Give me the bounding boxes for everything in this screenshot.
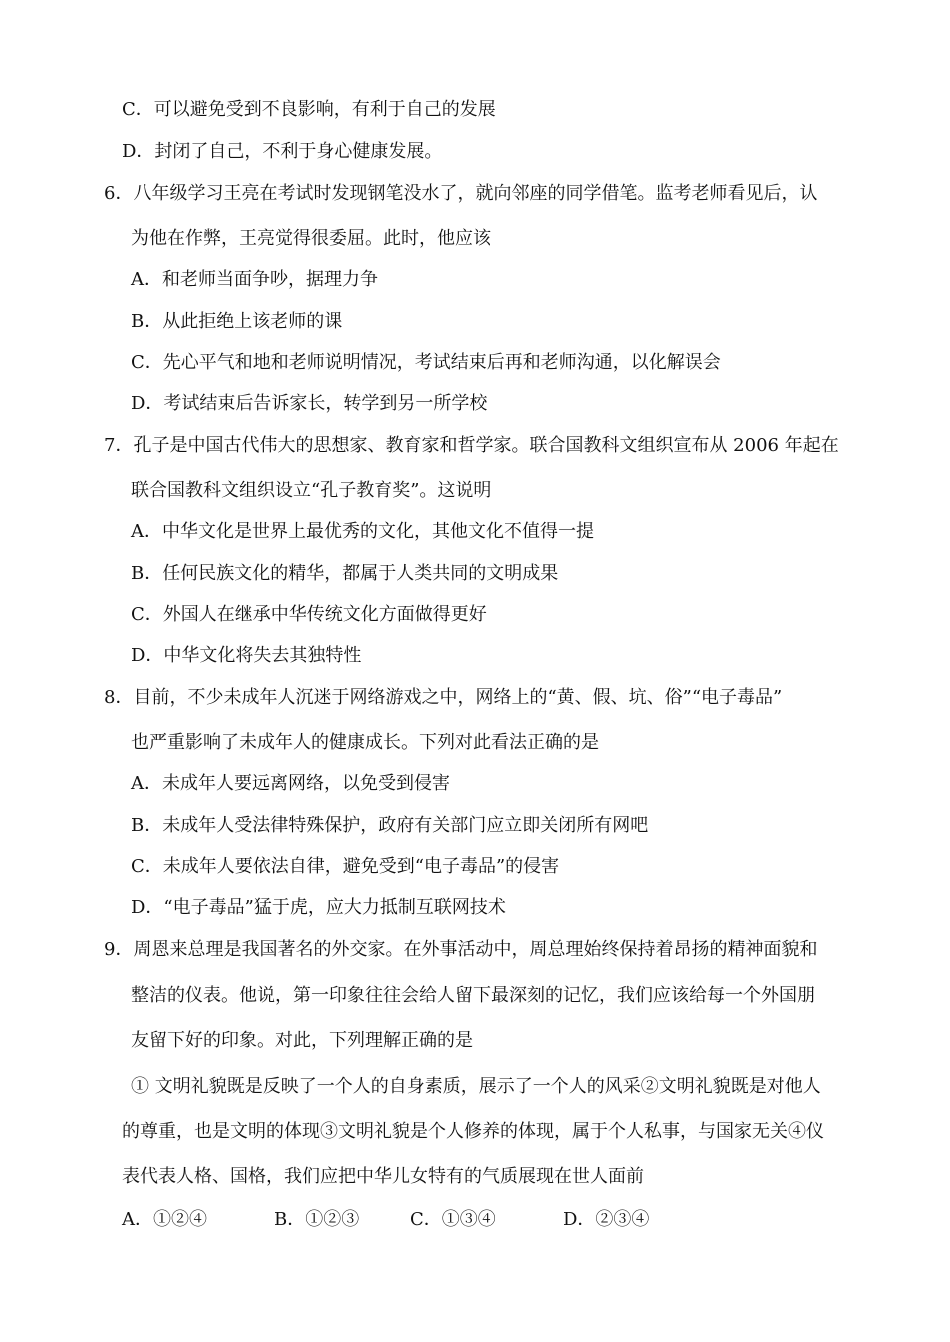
q7-stem-line-1: 7．孔子是中国古代伟大的思想家、教育家和哲学家。联合国教科文组织宣布从 2006 年起在 [104, 435, 839, 456]
q6-stem-line-1: 6．八年级学习王亮在考试时发现钢笔没水了，就向邻座的同学借笔。监考老师看见后，认 [104, 183, 818, 204]
q8-stem-line-1: 8．目前，不少未成年人沉迷于网络游戏之中，网络上的“黄、假、坑、俗”“电子毒品” [104, 687, 783, 708]
q9-stem-line-1: 9．周恩来总理是我国著名的外交家。在外事活动中，周总理始终保持着昂扬的精神面貌和 [104, 939, 818, 960]
q6-option-c: C．先心平气和地和老师说明情况，考试结束后再和老师沟通，以化解误会 [131, 352, 721, 373]
q7-option-a: A．中华文化是世界上最优秀的文化，其他文化不值得一提 [131, 521, 594, 542]
q8-option-b: B．未成年人受法律特殊保护，政府有关部门应立即关闭所有网吧 [131, 815, 649, 836]
q8-option-d: D．“电子毒品”猛于虎，应大力抵制互联网技术 [131, 897, 506, 918]
q7-option-d: D．中华文化将失去其独特性 [131, 645, 362, 666]
q6-option-d: D．考试结束后告诉家长，转学到另一所学校 [131, 393, 488, 414]
q9-stem-line-2: 整洁的仪表。他说，第一印象往往会给人留下最深刻的记忆，我们应该给每一个外国朋 [131, 985, 815, 1006]
q7-option-b: B．任何民族文化的精华，都属于人类共同的文明成果 [131, 563, 559, 584]
q5-option-d: D．封闭了自己，不利于身心健康发展。 [122, 141, 443, 162]
q7-option-c: C．外国人在继承中华传统文化方面做得更好 [131, 604, 487, 625]
q8-option-c: C．未成年人要依法自律，避免受到“电子毒品”的侵害 [131, 856, 560, 877]
q8-option-a: A．未成年人要远离网络，以免受到侵害 [131, 773, 450, 794]
q9-statements-line-2: 的尊重，也是文明的体现③文明礼貌是个人修养的体现，属于个人私事，与国家无关④仪 [122, 1121, 824, 1142]
q5-option-c: C．可以避免受到不良影响，有利于自己的发展 [122, 99, 496, 120]
q7-stem-line-2: 联合国教科文组织设立“孔子教育奖”。这说明 [131, 480, 492, 501]
q6-stem-line-2: 为他在作弊，王亮觉得很委屈。此时，他应该 [131, 228, 491, 249]
q9-statements-line-1: ① 文明礼貌既是反映了一个人的自身素质，展示了一个人的风采②文明礼貌既是对他人 [131, 1076, 821, 1097]
q6-option-b: B．从此拒绝上该老师的课 [131, 311, 343, 332]
q8-stem-line-2: 也严重影响了未成年人的健康成长。下列对此看法正确的是 [131, 732, 599, 753]
q9-option-c: C．①③④ [410, 1209, 496, 1230]
q9-stem-line-3: 友留下好的印象。对此，下列理解正确的是 [131, 1030, 473, 1051]
q9-option-a: A．①②④ [122, 1209, 207, 1230]
q9-statements-line-3: 表代表人格、国格，我们应把中华儿女特有的气质展现在世人面前 [122, 1166, 644, 1187]
q9-option-b: B．①②③ [274, 1209, 360, 1230]
q6-option-a: A．和老师当面争吵，据理力争 [131, 269, 378, 290]
q9-option-d: D．②③④ [563, 1209, 650, 1230]
